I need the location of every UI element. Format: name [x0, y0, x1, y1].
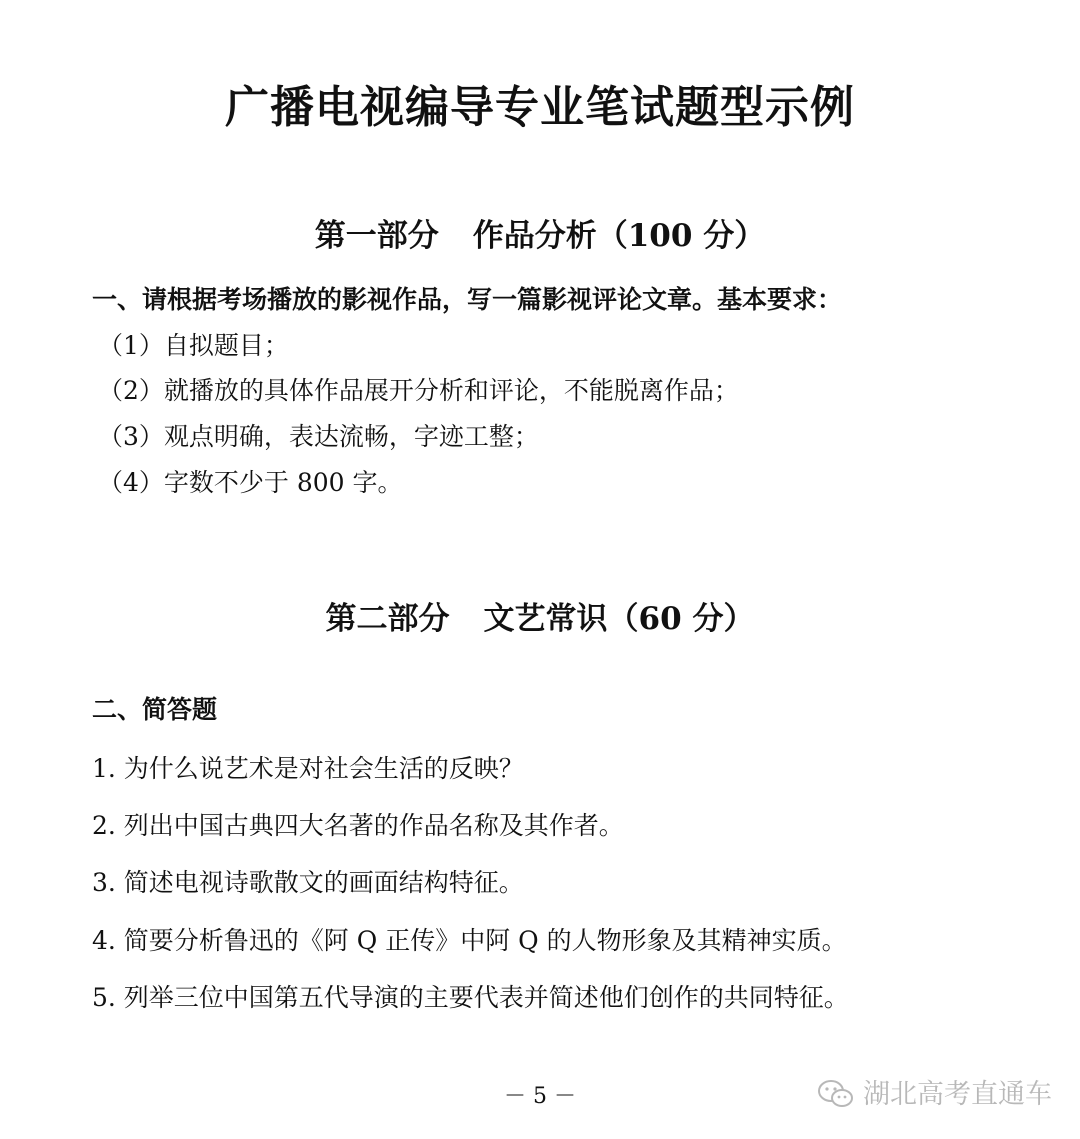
part2-question: 二、简答题: [92, 695, 218, 724]
requirement-item: （3）观点明确，表达流畅，字迹工整；: [98, 422, 539, 451]
page-number: － 5 －: [504, 1084, 576, 1109]
document-title: 广播电视编导专业笔试题型示例: [225, 82, 855, 133]
part2-heading: [0, 601, 1080, 637]
requirement-item: （1）自拟题目；: [98, 331, 289, 360]
part1-heading-number: 第一部分: [314, 218, 439, 254]
part2-heading-number: 第二部分: [325, 601, 450, 637]
part1-heading: [0, 218, 1080, 254]
part2-heading-subject: 文艺常识（60 分）: [483, 601, 755, 637]
requirement-item: （4）字数不少于 800 字。: [98, 468, 403, 497]
list-item: 5. 列举三位中国第五代导演的主要代表并简述他们创作的共同特征。: [92, 983, 849, 1012]
watermark: [817, 1078, 1052, 1110]
list-item: 1. 为什么说艺术是对社会生活的反映？: [92, 754, 524, 783]
watermark-text: 湖北高考直通车: [863, 1078, 1052, 1110]
list-item: 3. 简述电视诗歌散文的画面结构特征。: [92, 868, 524, 897]
list-item: 2. 列出中国古典四大名著的作品名称及其作者。: [92, 811, 624, 840]
part1-heading-subject: 作品分析（100 分）: [472, 218, 766, 254]
wechat-icon: [817, 1078, 855, 1110]
list-item: 4. 简要分析鲁迅的《阿 Q 正传》中阿 Q 的人物形象及其精神实质。: [92, 926, 847, 955]
part1-question: 一、请根据考场播放的影视作品，写一篇影视评论文章。基本要求：: [92, 285, 843, 314]
requirement-item: （2）就播放的具体作品展开分析和评论，不能脱离作品；: [98, 376, 739, 405]
